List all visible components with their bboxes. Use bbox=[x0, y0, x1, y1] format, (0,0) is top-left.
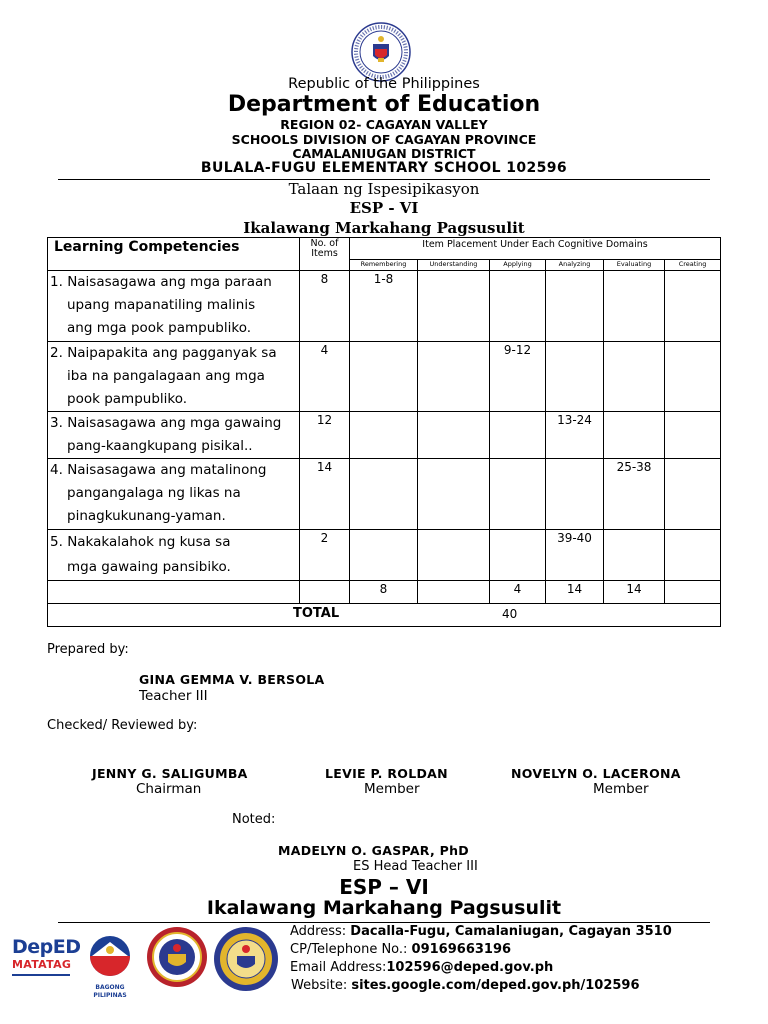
school-name: BULALA-FUGU ELEMENTARY SCHOOL 102596 bbox=[200, 160, 568, 176]
total-label: TOTAL bbox=[293, 606, 340, 621]
email-value: 102596@deped.gov.ph bbox=[386, 960, 554, 975]
total-row bbox=[48, 604, 721, 627]
email-label: Email Address: bbox=[290, 960, 387, 975]
analyzing-cell: 13-24 bbox=[546, 412, 604, 459]
items-cell: 2 bbox=[300, 530, 350, 581]
applying-cell bbox=[490, 412, 546, 459]
header-remembering: Remembering bbox=[350, 260, 418, 271]
address-value: Dacalla-Fugu, Camalaniugan, Cagayan 3510 bbox=[350, 924, 672, 939]
deped-logo-text: DepED bbox=[12, 936, 81, 958]
remembering-cell bbox=[350, 530, 418, 581]
remembering-cell: 1-8 bbox=[350, 271, 418, 342]
header-no-of-items: No. of Items bbox=[300, 238, 350, 271]
subtotal-evaluating: 14 bbox=[604, 581, 665, 604]
subtotal-row bbox=[48, 581, 721, 604]
evaluating-cell: 25-38 bbox=[604, 459, 665, 530]
bagong-pilipinas-logo bbox=[80, 934, 140, 999]
footer-title-line1: ESP – VI bbox=[339, 875, 429, 899]
table-row bbox=[48, 412, 721, 459]
specification-table bbox=[47, 237, 721, 627]
reviewer-role: Member bbox=[364, 781, 420, 797]
analyzing-cell bbox=[546, 271, 604, 342]
noter-role: ES Head Teacher III bbox=[353, 859, 478, 874]
analyzing-cell bbox=[546, 342, 604, 412]
deped-seal-icon bbox=[351, 22, 411, 82]
creating-cell bbox=[665, 342, 721, 412]
doc-title-line1: Talaan ng Ispesipikasyon bbox=[288, 180, 480, 198]
items-cell: 8 bbox=[300, 271, 350, 342]
reviewer-name: JENNY G. SALIGUMBA bbox=[92, 766, 248, 781]
competency-cell: 1. Naisasagawa ang mga paraan upang mapanatiling malinis ang mga pook pampubliko. bbox=[48, 271, 300, 342]
analyzing-cell bbox=[546, 459, 604, 530]
header-analyzing: Analyzing bbox=[546, 260, 604, 271]
address-line bbox=[290, 923, 672, 941]
remembering-cell bbox=[350, 342, 418, 412]
address-label: Address: bbox=[290, 924, 351, 939]
understanding-cell bbox=[418, 459, 490, 530]
email-line bbox=[290, 959, 553, 977]
reviewer-name: NOVELYN O. LACERONA bbox=[511, 766, 681, 781]
creating-cell bbox=[665, 459, 721, 530]
competency-cell: 5. Nakakalahok ng kusa sa mga gawaing pansibiko. bbox=[48, 530, 300, 581]
checked-by-label: Checked/ Reviewed by: bbox=[47, 718, 198, 733]
understanding-cell bbox=[418, 530, 490, 581]
noter-name: MADELYN O. GASPAR, PhD bbox=[278, 843, 469, 858]
creating-cell bbox=[665, 412, 721, 459]
bagong-pilipinas-text: BAGONG PILIPINAS bbox=[93, 984, 127, 999]
remembering-cell bbox=[350, 459, 418, 530]
prepared-by-label: Prepared by: bbox=[47, 642, 129, 657]
creating-cell bbox=[665, 271, 721, 342]
items-cell: 12 bbox=[300, 412, 350, 459]
subtotal-creating bbox=[665, 581, 721, 604]
website-line bbox=[291, 977, 640, 995]
phone-value: 09169663196 bbox=[411, 942, 512, 957]
doc-title-line2: ESP - VI bbox=[349, 199, 419, 217]
website-label: Website: bbox=[291, 978, 352, 993]
phone-line bbox=[290, 941, 511, 959]
evaluating-cell bbox=[604, 530, 665, 581]
understanding-cell bbox=[418, 342, 490, 412]
subtotal-analyzing: 14 bbox=[546, 581, 604, 604]
applying-cell bbox=[490, 271, 546, 342]
district-line: CAMALANIUGAN DISTRICT bbox=[292, 146, 476, 161]
header-evaluating: Evaluating bbox=[604, 260, 665, 271]
division-seal-icon bbox=[146, 926, 208, 988]
region-line: REGION 02- CAGAYAN VALLEY bbox=[280, 117, 488, 132]
subtotal-remembering: 8 bbox=[350, 581, 418, 604]
footer-title-line2: Ikalawang Markahang Pagsusulit bbox=[206, 897, 562, 919]
table-row bbox=[48, 459, 721, 530]
phone-label: CP/Telephone No.: bbox=[290, 942, 412, 957]
applying-cell bbox=[490, 459, 546, 530]
republic-line: Republic of the Philippines bbox=[288, 76, 480, 92]
remembering-cell bbox=[350, 412, 418, 459]
subtotal-understanding bbox=[418, 581, 490, 604]
items-cell: 14 bbox=[300, 459, 350, 530]
preparer-name: GINA GEMMA V. BERSOLA bbox=[139, 672, 325, 687]
division-line: SCHOOLS DIVISION OF CAGAYAN PROVINCE bbox=[231, 132, 537, 147]
reviewer-role: Chairman bbox=[136, 781, 202, 797]
creating-cell bbox=[665, 530, 721, 581]
subtotal-applying: 4 bbox=[490, 581, 546, 604]
evaluating-cell bbox=[604, 271, 665, 342]
header-creating: Creating bbox=[665, 260, 721, 271]
table-row bbox=[48, 271, 721, 342]
deped-matatag-logo bbox=[12, 936, 81, 992]
table-row bbox=[48, 530, 721, 581]
table-row bbox=[48, 342, 721, 412]
reviewer-name: LEVIE P. ROLDAN bbox=[325, 766, 448, 781]
applying-cell: 9-12 bbox=[490, 342, 546, 412]
noted-label: Noted: bbox=[232, 812, 276, 827]
competency-cell: 4. Naisasagawa ang matalinong pangangalaga ng likas na pinagkukunang-yaman. bbox=[48, 459, 300, 530]
bagong-pilipinas-icon bbox=[80, 934, 140, 980]
competency-cell: 3. Naisasagawa ang mga gawaing pang-kaangkupang pisikal.. bbox=[48, 412, 300, 459]
items-cell: 4 bbox=[300, 342, 350, 412]
header-cognitive-domains: Item Placement Under Each Cognitive Domains bbox=[350, 238, 721, 260]
header-applying: Applying bbox=[490, 260, 546, 271]
header-understanding: Understanding bbox=[418, 260, 490, 271]
evaluating-cell bbox=[604, 412, 665, 459]
evaluating-cell bbox=[604, 342, 665, 412]
applying-cell bbox=[490, 530, 546, 581]
understanding-cell bbox=[418, 412, 490, 459]
reviewer-role: Member bbox=[593, 781, 649, 797]
website-value: sites.google.com/deped.gov.ph/102596 bbox=[351, 978, 640, 993]
department-title: Department of Education bbox=[227, 92, 541, 117]
competency-cell: 2. Naipapakita ang pagganyak sa iba na pangalagaan ang mga pook pampubliko. bbox=[48, 342, 300, 412]
header-learning-competencies: Learning Competencies bbox=[48, 238, 300, 271]
total-value: 40 bbox=[502, 607, 518, 621]
analyzing-cell: 39-40 bbox=[546, 530, 604, 581]
doc-title-line3: Ikalawang Markahang Pagsusulit bbox=[243, 219, 525, 237]
matatag-logo-text: MATATAG bbox=[12, 958, 72, 971]
understanding-cell bbox=[418, 271, 490, 342]
preparer-role: Teacher III bbox=[139, 688, 208, 704]
school-seal-icon bbox=[213, 926, 279, 992]
